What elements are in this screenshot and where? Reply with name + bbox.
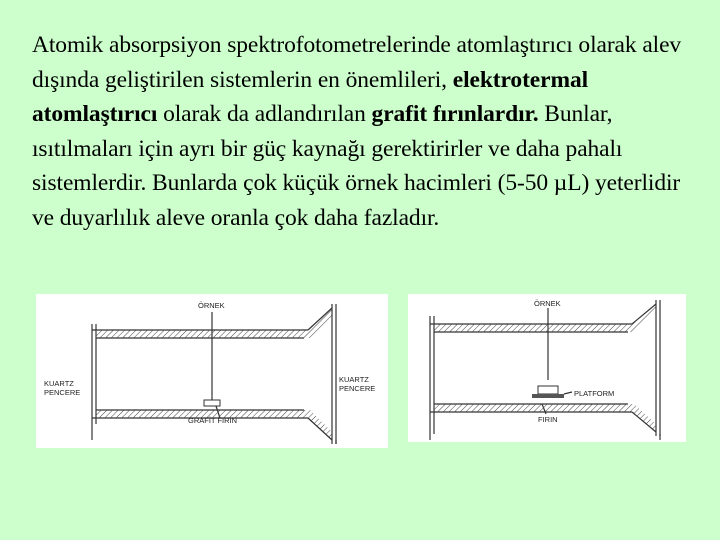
flange-bottom-right: [628, 404, 656, 432]
furnace-wall-top: [96, 330, 304, 338]
label-sample: ÖRNEK: [198, 301, 225, 310]
paragraph-text-3: Bunlar, ısıtılmaları için ayrı bir güç kaynağı gerektirirler ve daha pahalı sistemlerdir. Bunlarda çok küçük örnek hacimleri (5-50 µL) yeterlidir ve duyarlılık aleve oranla çok daha fazladır.: [32, 101, 681, 231]
paragraph-bold-1: elektrotermal atomlaştırıcı: [32, 66, 589, 127]
flange-top-right: [304, 308, 332, 338]
platform-furnace-diagram: [408, 294, 686, 442]
flange-top-right: [628, 304, 656, 332]
label-quartz-window-right-1: KUARTZ: [339, 375, 369, 384]
flange-bottom-right: [304, 410, 332, 440]
label-graphite-furnace: GRAFİT FIRIN: [188, 416, 238, 425]
label-platform: PLATFORM: [574, 389, 615, 398]
graphite-furnace-diagram: [36, 294, 388, 448]
sample-on-platform: [538, 386, 558, 394]
furnace-wall-bottom: [434, 404, 628, 412]
paragraph-text-1: Atomik absorpsiyon spektrofotometrelerinde atomlaştırıcı olarak alev dışında geliştirilen sistemlerin en önemlileri,: [32, 32, 682, 93]
sample-deposit: [204, 400, 220, 406]
label-sample: ÖRNEK: [534, 299, 561, 308]
label-furnace: FIRIN: [538, 415, 558, 424]
body-paragraph: [32, 28, 702, 235]
label-quartz-window-left-2: PENCERE: [44, 388, 81, 397]
label-quartz-window-left-1: KUARTZ: [44, 379, 74, 388]
label-quartz-window-right-2: PENCERE: [339, 384, 376, 393]
paragraph-text-2: olarak da adlandırılan: [157, 101, 372, 127]
platform: [532, 394, 564, 398]
paragraph-bold-2: grafit fırınlardır.: [371, 101, 539, 127]
furnace-wall-top: [434, 324, 628, 332]
